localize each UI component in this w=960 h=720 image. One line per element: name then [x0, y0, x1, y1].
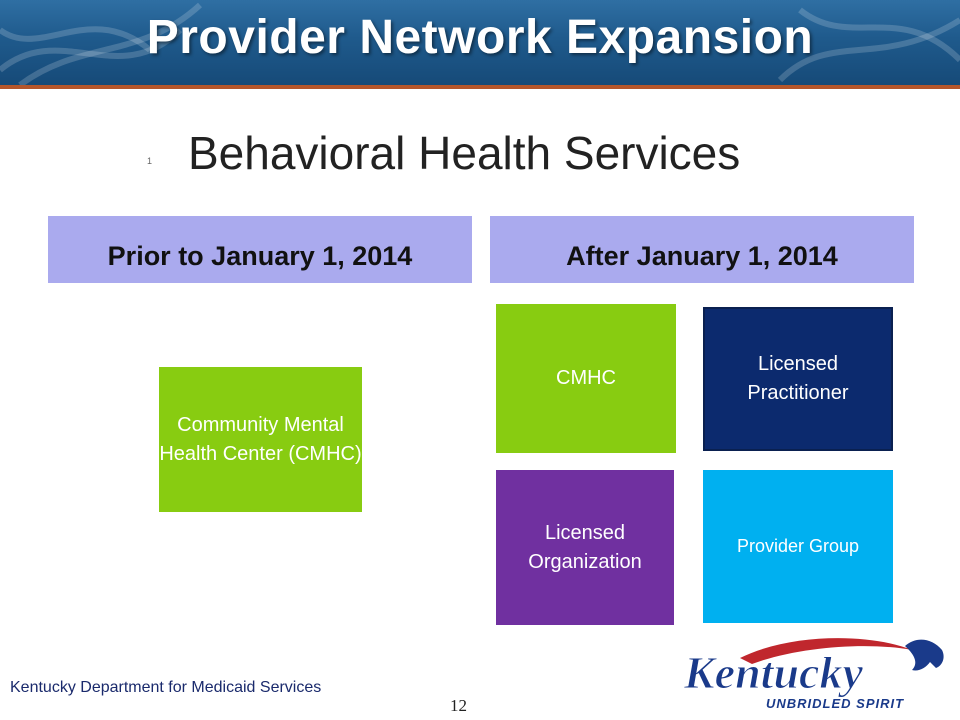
slide-title: Provider Network Expansion [146, 11, 814, 64]
title-banner [0, 0, 960, 85]
tile-provider-group: Provider Group [703, 470, 893, 623]
page-number: 12 [450, 696, 467, 715]
column-header-after: After January 1, 2014 [490, 216, 914, 283]
tile-cmhc: CMHC [496, 304, 676, 453]
column-header-prior: Prior to January 1, 2014 [48, 216, 472, 283]
footer-organization: Kentucky Department for Medicaid Services [10, 679, 322, 696]
kentucky-logo [680, 628, 952, 716]
tile-licensed-organization: Licensed Organization [496, 470, 674, 625]
logo-tagline: UNBRIDLED SPIRIT [766, 696, 905, 711]
logo-horse-head-icon [905, 640, 944, 671]
logo-wordmark: Kentucky [684, 647, 863, 698]
tile-licensed-practitioner: Licensed Practitioner [703, 307, 893, 451]
header-divider [0, 85, 960, 89]
section-subtitle: Behavioral Health Services [188, 127, 741, 179]
bullet-marker: 1 [147, 156, 153, 166]
tile-community-mental-health-center: Community Mental Health Center (CMHC) [159, 367, 362, 512]
